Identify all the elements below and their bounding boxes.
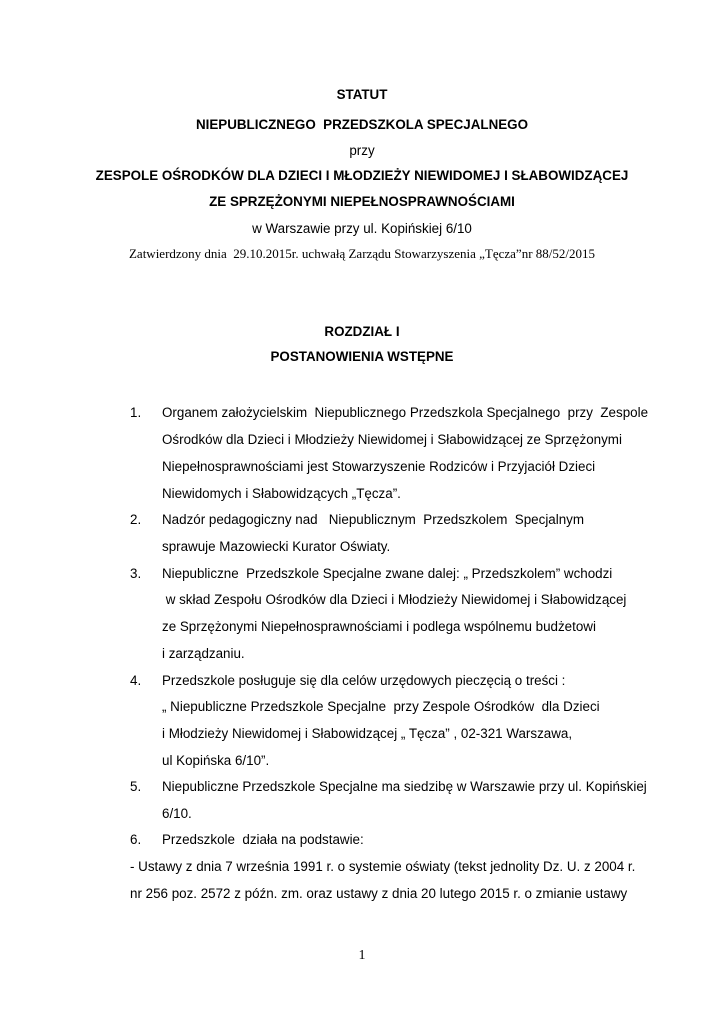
chapter-title: ROZDZIAŁ I bbox=[324, 324, 400, 339]
item-line: sprawuje Mazowiecki Kurator Oświaty. bbox=[162, 539, 391, 554]
header-line-5: ZE SPRZĘŻONYMI NIEPEŁNOSPRAWNOŚCIAMI bbox=[209, 194, 515, 209]
chapter-subtitle: POSTANOWIENIA WSTĘPNE bbox=[270, 349, 454, 364]
item-line: i Młodzieży Niewidomej i Słabowidzącej „ Tęcza” , 02-321 Warszawa, bbox=[162, 726, 573, 741]
item-number: 1. bbox=[130, 405, 142, 420]
item-line: 6/10. bbox=[162, 806, 192, 821]
item-line: Niepubliczne Przedszkole Specjalne zwane dalej: „ Przedszkolem” wchodzi bbox=[162, 566, 613, 581]
item-number: 4. bbox=[130, 673, 142, 688]
body-text-line: nr 256 poz. 2572 z późn. zm. oraz ustawy z dnia 20 lutego 2015 r. o zmianie ustawy bbox=[130, 886, 628, 901]
item-line: Organem założycielskim Niepublicznego Przedszkola Specjalnego przy Zespole bbox=[162, 405, 649, 420]
item-number: 2. bbox=[130, 512, 142, 527]
item-line: ze Sprzężonymi Niepełnosprawnościami i podlega wspólnemu budżetowi bbox=[162, 619, 596, 634]
item-line: Niepełnosprawnościami jest Stowarzyszenie Rodziców i Przyjaciół Dzieci bbox=[162, 459, 596, 474]
item-line: ul Kopińska 6/10”. bbox=[162, 753, 270, 768]
item-number: 5. bbox=[130, 779, 142, 794]
header-line-4: ZESPOLE OŚRODKÓW DLA DZIECI I MŁODZIEŻY NIEWIDOMEJ I SŁABOWIDZĄCEJ bbox=[95, 168, 629, 183]
header-line-7: Zatwierdzony dnia 29.10.2015r. uchwałą Zarządu Stowarzyszenia „Tęcza”nr 88/52/2015 bbox=[128, 246, 596, 261]
item-number: 3. bbox=[130, 566, 142, 581]
item-line: Przedszkole działa na podstawie: bbox=[162, 832, 364, 847]
body-text-line: - Ustawy z dnia 7 września 1991 r. o systemie oświaty (tekst jednolity Dz. U. z 2004 r. bbox=[130, 859, 636, 874]
header-line-6: w Warszawie przy ul. Kopińskiej 6/10 bbox=[252, 221, 472, 236]
item-line: Niepubliczne Przedszkole Specjalne ma siedzibę w Warszawie przy ul. Kopińskiej bbox=[162, 779, 647, 794]
header-line-2: NIEPUBLICZNEGO PRZEDSZKOLA SPECJALNEGO bbox=[195, 117, 529, 132]
item-line: Przedszkole posługuje się dla celów urzędowych pieczęcią o treści : bbox=[162, 673, 566, 688]
item-number: 6. bbox=[130, 832, 142, 847]
page-number: 1 bbox=[358, 948, 366, 963]
document-title: STATUT bbox=[336, 87, 388, 102]
item-line: Nadzór pedagogiczny nad Niepublicznym Przedszkolem Specjalnym bbox=[162, 512, 585, 527]
item-line: Niewidomych i Słabowidzących „Tęcza”. bbox=[162, 486, 401, 501]
item-line: w skład Zespołu Ośrodków dla Dzieci i Młodzieży Niewidomej i Słabowidzącej bbox=[162, 592, 627, 607]
item-line: „ Niepubliczne Przedszkole Specjalne przy Zespole Ośrodków dla Dzieci bbox=[162, 699, 600, 714]
item-line: Ośrodków dla Dzieci i Młodzieży Niewidomej i Słabowidzącej ze Sprzężonymi bbox=[162, 432, 622, 447]
header-line-3: przy bbox=[349, 143, 375, 158]
item-line: i zarządzaniu. bbox=[162, 646, 245, 661]
